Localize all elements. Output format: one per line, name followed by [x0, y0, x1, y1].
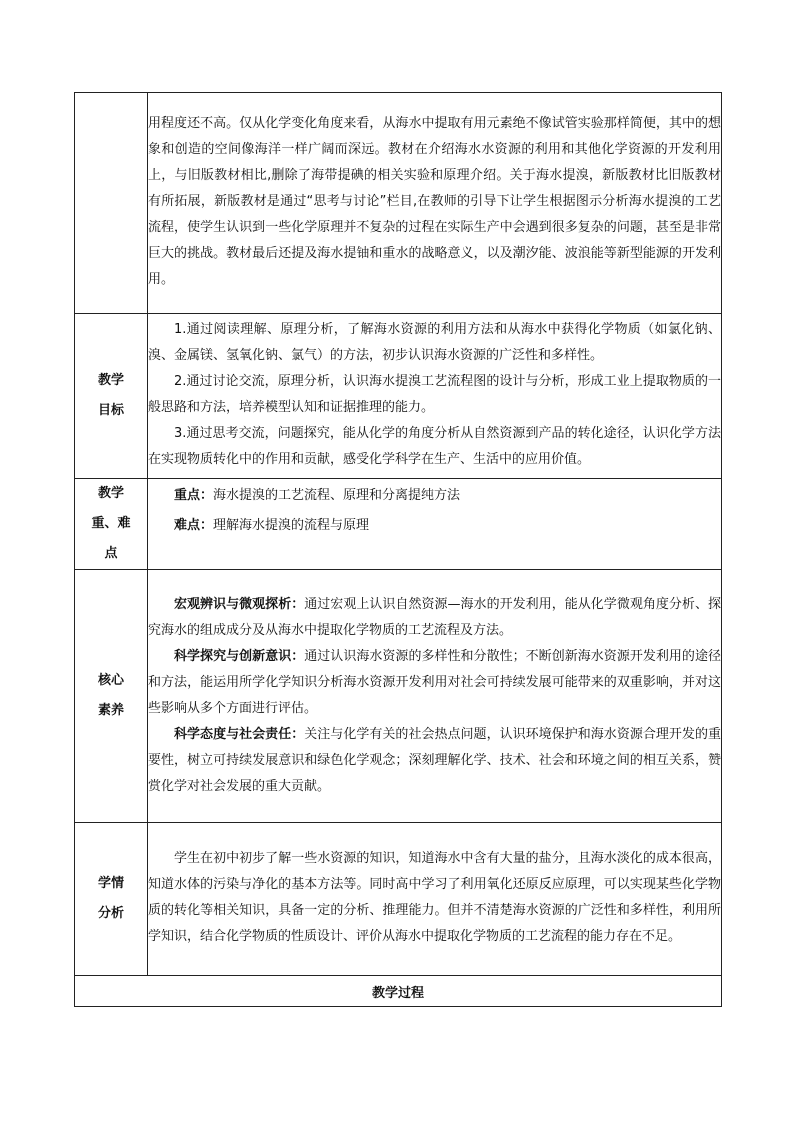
literacy-item-2-text: 通过认识海水资源的多样性和分散性；不断创新海水资源开发利用的途径和方法，能运用所学化学知识分析海水资源开发利用对社会可持续发展可能带来的双重影响，并对这些影响从多个方面进行评估。	[148, 649, 721, 716]
key-points-label	[75, 479, 148, 570]
key-point-text: 海水提溴的工艺流程、原理和分离提纯方法	[213, 488, 461, 503]
goal-item-3: 3.通过思考交流，问题探究，能从化学的角度分析从自然资源到产品的转化途径，认识化学方法在实现物质转化中的作用和贡献，感受化学科学在生产、生活中的应用价值。	[148, 426, 721, 467]
core-literacy-label	[75, 570, 148, 823]
key-point-line	[148, 481, 721, 511]
literacy-item-1-text: 通过宏观上认识自然资源—海水的开发利用，能从化学微观角度分析、探究海水的组成成分及从海水中提取化学物质的工艺流程及方法。	[148, 597, 721, 638]
student-analysis-label-line1: 学情	[97, 876, 124, 891]
teaching-goals-label	[75, 314, 148, 479]
row-key-points	[75, 479, 722, 570]
student-analysis-label	[75, 823, 148, 976]
student-analysis-text: 学生在初中初步了解一些水资源的知识，知道海水中含有大量的盐分，且海水淡化的成本很高，知道水体的污染与净化的基本方法等。同时高中学习了利用氧化还原反应原理，可以实现某些化学物质的转化等相关知识，具备一定的分析、推理能力。但并不清楚海水资源的广泛性和多样性，利用所学知识，结合化学物质的性质设计、评价从海水中提取化学物质的工艺流程的能力存在不足。	[148, 851, 721, 944]
textbook-analysis-text: 用程度还不高。仅从化学变化角度来看，从海水中提取有用元素绝不像试管实验那样简便，其中的想象和创造的空间像海洋一样广阔而深远。教材在介绍海水水资源的利用和其他化学资源的开发利用上，与旧版教材相比,删除了海带提碘的相关实验和原理介绍。关于海水提溴，新版教材比旧版教材有所拓展，新版教材是通过“思考与讨论”栏目,在教师的引导下让学生根据图示分析海水提溴的工艺流程，使学生认识到一些化学原理并不复杂的过程在实际生产中会遇到很多复杂的问题，甚至是非常巨大的挑战。教材最后还提及海水提铀和重水的战略意义，以及潮汐能、波浪能等新型能源的开发利用。	[148, 116, 721, 287]
literacy-item-3-text: 关注与化学有关的社会热点问题，认识环境保护和海水资源合理开发的重要性，树立可持续发展意识和绿色化学观念；深刻理解化学、技术、社会和环境之间的相互关系，赞赏化学对社会发展的重大贡献。	[148, 727, 721, 794]
literacy-item-1	[148, 592, 721, 644]
key-points-label-line1: 教学	[97, 486, 124, 501]
teaching-goals-label-line2: 目标	[97, 403, 124, 418]
row-textbook-analysis	[75, 93, 722, 314]
difficult-point-label: 难点：	[174, 518, 214, 533]
goal-item-2: 2.通过讨论交流，原理分析，认识海水提溴工艺流程图的设计与分析，形成工业上提取物质的一般思路和方法，培养模型认知和证据推理的能力。	[148, 374, 721, 415]
literacy-item-3-title: 科学态度与社会责任：	[174, 727, 305, 742]
teaching-process-heading: 教学过程	[75, 976, 722, 1007]
lesson-plan-table	[74, 92, 722, 1007]
row-student-analysis	[75, 823, 722, 976]
literacy-item-1-title: 宏观辨识与微观探析：	[174, 597, 305, 612]
difficult-point-text: 理解海水提溴的流程与原理	[213, 518, 370, 533]
teaching-goals-cell	[148, 314, 722, 479]
core-literacy-label-line1: 核心	[97, 673, 124, 688]
row-label-empty	[75, 93, 148, 314]
core-literacy-label-line2: 素养	[97, 703, 124, 718]
literacy-item-2	[148, 644, 721, 722]
row-teaching-goals	[75, 314, 722, 479]
core-literacy-cell	[148, 570, 722, 823]
student-analysis-cell	[148, 823, 722, 976]
row-core-literacy	[75, 570, 722, 823]
textbook-analysis-cell	[148, 93, 722, 314]
key-point-label: 重点：	[174, 488, 214, 503]
teaching-goals-label-line1: 教学	[97, 373, 124, 388]
key-points-cell	[148, 479, 722, 570]
key-points-label-line2: 重、难	[91, 516, 131, 531]
literacy-item-2-title: 科学探究与创新意识：	[174, 649, 305, 664]
goal-item-1: 1.通过阅读理解、原理分析，了解海水资源的利用方法和从海水中获得化学物质（如氯化钠、溴、金属镁、氢氧化钠、氯气）的方法，初步认识海水资源的广泛性和多样性。	[148, 322, 721, 363]
literacy-item-3	[148, 722, 721, 800]
difficult-point-line	[148, 511, 721, 541]
student-analysis-label-line2: 分析	[97, 906, 124, 921]
key-points-label-line3: 点	[104, 546, 118, 561]
row-teaching-process	[75, 976, 722, 1007]
